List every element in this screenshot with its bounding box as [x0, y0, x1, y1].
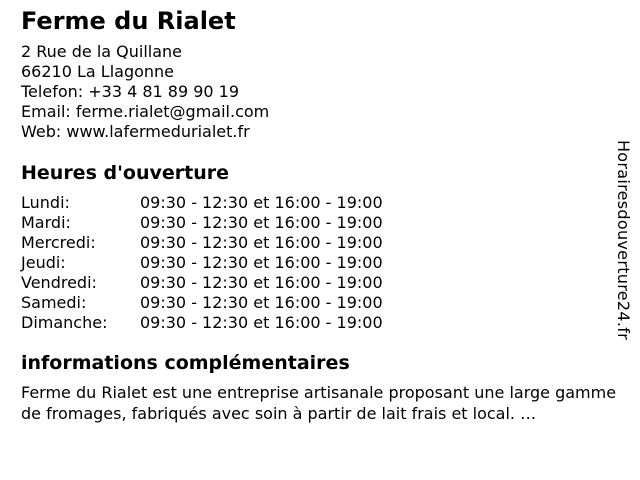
opening-hours-heading: Heures d'ouverture	[21, 162, 229, 184]
hours-row-thursday	[21, 253, 383, 273]
watermark-site-name: Horairesdouverture24.fr	[614, 139, 633, 341]
times-value: 09:30 - 12:30 et 16:00 - 19:00	[140, 233, 383, 252]
hours-row-monday	[21, 193, 383, 213]
hours-row-tuesday	[21, 213, 383, 233]
business-name: Ferme du Rialet	[21, 7, 236, 35]
contact-block	[21, 42, 269, 142]
hours-row-sunday	[21, 313, 383, 333]
website-line: Web: www.lafermedurialet.fr	[21, 122, 250, 141]
times-value: 09:30 - 12:30 et 16:00 - 19:00	[140, 193, 383, 212]
phone-line: Telefon: +33 4 81 89 90 19	[21, 82, 240, 101]
times-value: 09:30 - 12:30 et 16:00 - 19:00	[140, 293, 383, 312]
day-label: Samedi:	[21, 293, 87, 312]
day-label: Lundi:	[21, 193, 70, 212]
day-label: Jeudi:	[21, 253, 66, 272]
times-value: 09:30 - 12:30 et 16:00 - 19:00	[140, 253, 383, 272]
day-label: Vendredi:	[21, 273, 97, 292]
hours-row-saturday	[21, 293, 383, 313]
address-city-line: 66210 La Llagonne	[21, 62, 175, 81]
times-value: 09:30 - 12:30 et 16:00 - 19:00	[140, 213, 383, 232]
address-street-line: 2 Rue de la Quillane	[21, 42, 183, 61]
day-label: Dimanche:	[21, 313, 108, 332]
email-line: Email: ferme.rialet@gmail.com	[21, 102, 270, 121]
times-value: 09:30 - 12:30 et 16:00 - 19:00	[140, 313, 383, 332]
hours-row-wednesday	[21, 233, 383, 253]
day-label: Mardi:	[21, 213, 71, 232]
opening-hours-table	[21, 193, 383, 333]
business-description: Ferme du Rialet est une entreprise artisanale proposant une large gamme de fromages, fabriqués avec soin à partir de lait frais et local. …	[21, 383, 617, 423]
day-label: Mercredi:	[21, 233, 96, 252]
hours-row-friday	[21, 273, 383, 293]
additional-info-heading: informations complémentaires	[21, 352, 350, 374]
times-value: 09:30 - 12:30 et 16:00 - 19:00	[140, 273, 383, 292]
